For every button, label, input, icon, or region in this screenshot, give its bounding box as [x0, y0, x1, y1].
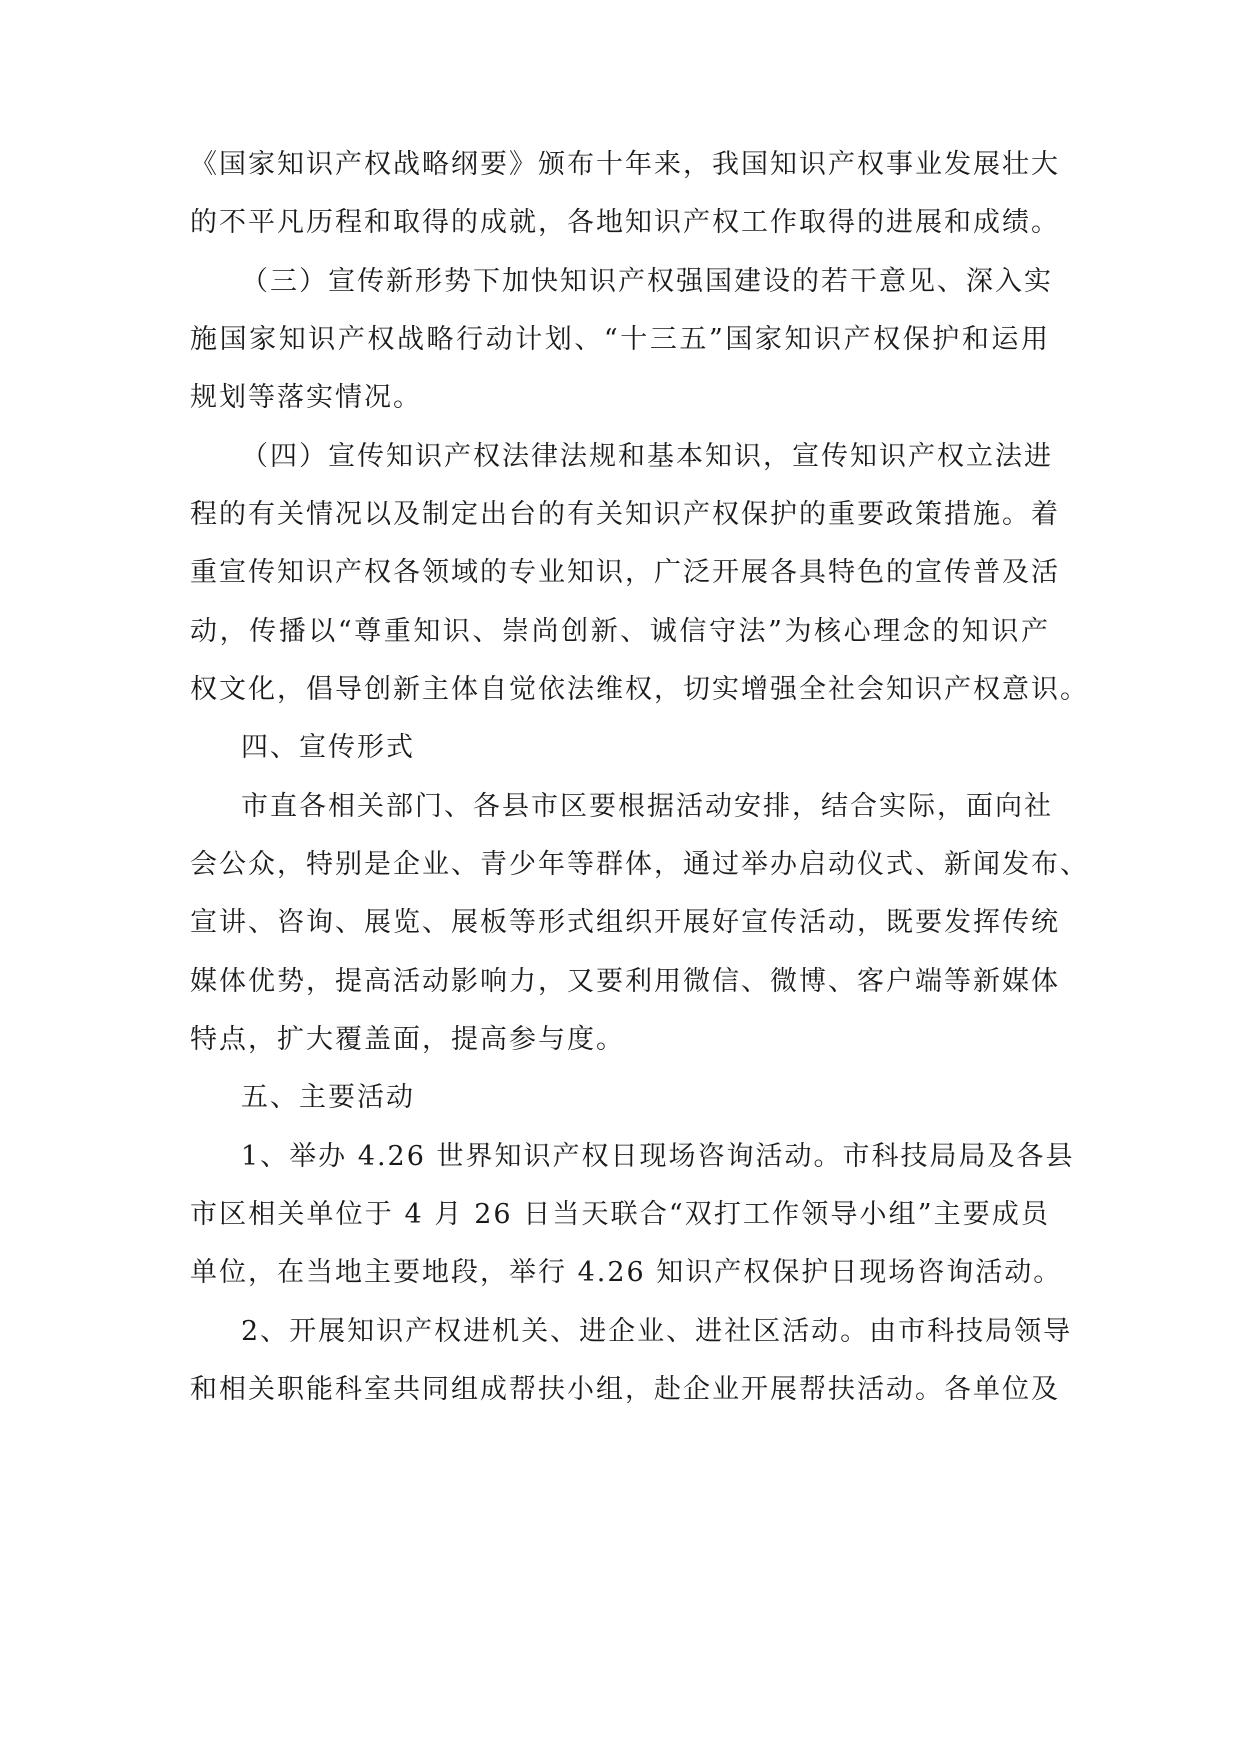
paragraph-line: 权文化，倡导创新主体自觉依法维权，切实增强全社会知识产权意识。 [190, 674, 1089, 705]
paragraph-line: 程的有关情况以及制定出台的有关知识产权保护的重要政策措施。着 [190, 499, 1060, 530]
paragraph-line: 规划等落实情况。 [190, 382, 422, 413]
paragraph-line: 市区相关单位于 4 月 26 日当天联合“双打工作领导小组”主要成员 [190, 1199, 1050, 1230]
paragraph-line: 和相关职能科室共同组成帮扶小组，赴企业开展帮扶活动。各单位及 [190, 1374, 1060, 1405]
paragraph-line: 宣讲、咨询、展览、展板等形式组织开展好宣传活动，既要发挥传统 [190, 907, 1060, 938]
paragraph-line: 媒体优势，提高活动影响力，又要利用微信、微博、客户端等新媒体 [190, 966, 1060, 997]
paragraph-line: 施国家知识产权战略行动计划、“十三五”国家知识产权保护和运用 [190, 324, 1050, 355]
paragraph-line: （四）宣传知识产权法律法规和基本知识，宣传知识产权立法进 [241, 441, 1053, 472]
paragraph-line: 的不平凡历程和取得的成就，各地知识产权工作取得的进展和成绩。 [190, 207, 1060, 238]
paragraph-line: 重宣传知识产权各领域的专业知识，广泛开展各具特色的宣传普及活 [190, 557, 1060, 588]
paragraph-line: （三）宣传新形势下加快知识产权强国建设的若干意见、深入实 [241, 266, 1053, 297]
paragraph-line: 《国家知识产权战略纲要》颁布十年来，我国知识产权事业发展壮大 [190, 149, 1060, 180]
paragraph-line: 特点，扩大覆盖面，提高参与度。 [190, 1024, 625, 1055]
paragraph-line: 2、开展知识产权进机关、进企业、进社区活动。由市科技局领导 [241, 1316, 1073, 1347]
section-heading: 五、主要活动 [241, 1082, 415, 1113]
paragraph-line: 1、举办 4.26 世界知识产权日现场咨询活动。市科技局局及各县 [241, 1141, 1075, 1172]
paragraph-line: 动，传播以“尊重知识、崇尚创新、诚信守法”为核心理念的知识产 [190, 616, 1050, 647]
paragraph-line: 会公众，特别是企业、青少年等群体，通过举办启动仪式、新闻发布、 [190, 849, 1089, 880]
paragraph-line: 单位，在当地主要地段，举行 4.26 知识产权保护日现场咨询活动。 [190, 1257, 1063, 1288]
section-heading: 四、宣传形式 [241, 732, 415, 763]
paragraph-line: 市直各相关部门、各县市区要根据活动安排，结合实际，面向社 [241, 791, 1053, 822]
